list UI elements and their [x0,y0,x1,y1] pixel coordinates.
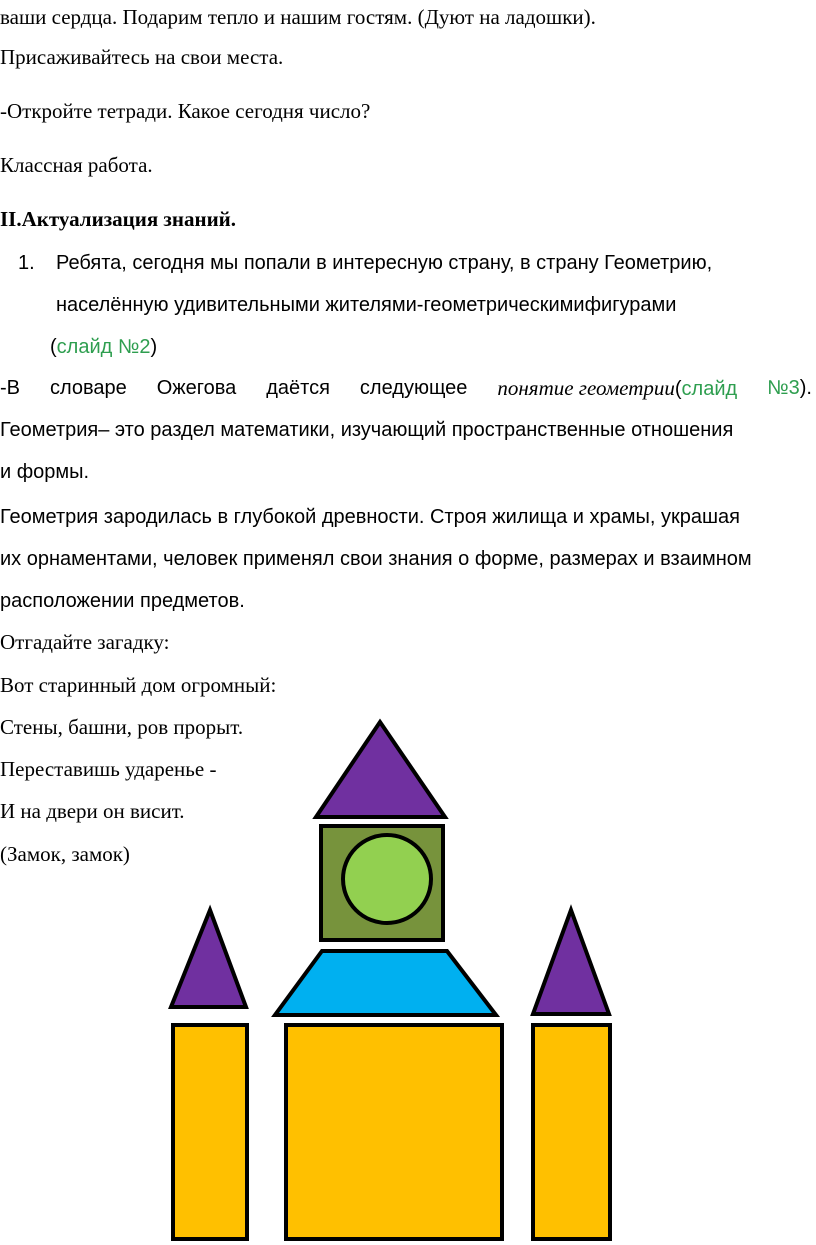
left-tower-roof-triangle [171,910,246,1007]
riddle-line-1: Вот старинный дом огромный: [0,673,277,697]
riddle-line-2: Стены, башни, ров прорыт. [0,715,244,739]
right-tower-roof-triangle [533,910,609,1014]
section-heading: II.Актуализация знаний. [0,207,237,231]
list-number: 1. [18,252,35,274]
main-wall [286,1025,502,1239]
riddle-line-4: И на двери он висит. [0,799,185,823]
def-word-5: следующее [359,377,468,399]
def-word-2: словаре [49,377,127,399]
def-paren-open: ( [674,378,682,400]
item-line-1: Ребята, сегодня мы попали в интересную страну, в страну Геометрию, [56,252,713,274]
left-tower-wall [173,1025,247,1239]
tower-circle [343,835,431,923]
riddle-intro: Отгадайте загадку: [0,630,170,654]
item-line-2: населённую удивительными жителями-геометрическимифигурами [56,294,677,316]
intro-line-2: Присаживайтесь на свои места. [0,45,284,69]
riddle-answer: (Замок, замок) [0,842,130,866]
history-line-2: их орнаментами, человек применял свои знания о форме, размерах и взаимном [0,548,752,570]
def-paren-close: ). [799,377,812,399]
roof-trapezoid [275,951,496,1015]
def-word-4: даётся [266,377,330,399]
intro-line-1: ваши сердца. Подарим тепло и нашим гостям. (Дуют на ладошки). [0,5,596,29]
right-tower-wall [533,1025,610,1239]
slide-3-link-number[interactable]: №3 [767,377,800,399]
intro-line-4: Классная работа. [0,153,153,177]
def-italic-term: понятие геометрии [497,376,675,400]
paren-open: ( [50,336,57,358]
definition-line-2: Геометрия– это раздел математики, изучающий пространственные отношения [0,419,734,441]
definition-line-3: и формы. [0,461,90,483]
history-line-3: расположении предметов. [0,590,245,612]
history-line-1: Геометрия зародилась в глубокой древности. Строя жилища и храмы, украшая [0,506,740,528]
paren-close: ) [150,336,158,358]
slide-2-link[interactable]: слайд №2 [56,336,151,358]
riddle-line-3: Переставишь ударенье - [0,757,217,781]
def-word-1: -В [0,377,20,399]
top-roof-triangle [316,722,445,817]
slide-3-link-word[interactable]: слайд [681,378,738,400]
def-word-3: Ожегова [156,377,237,399]
intro-line-3: -Откройте тетради. Какое сегодня число? [0,99,371,123]
